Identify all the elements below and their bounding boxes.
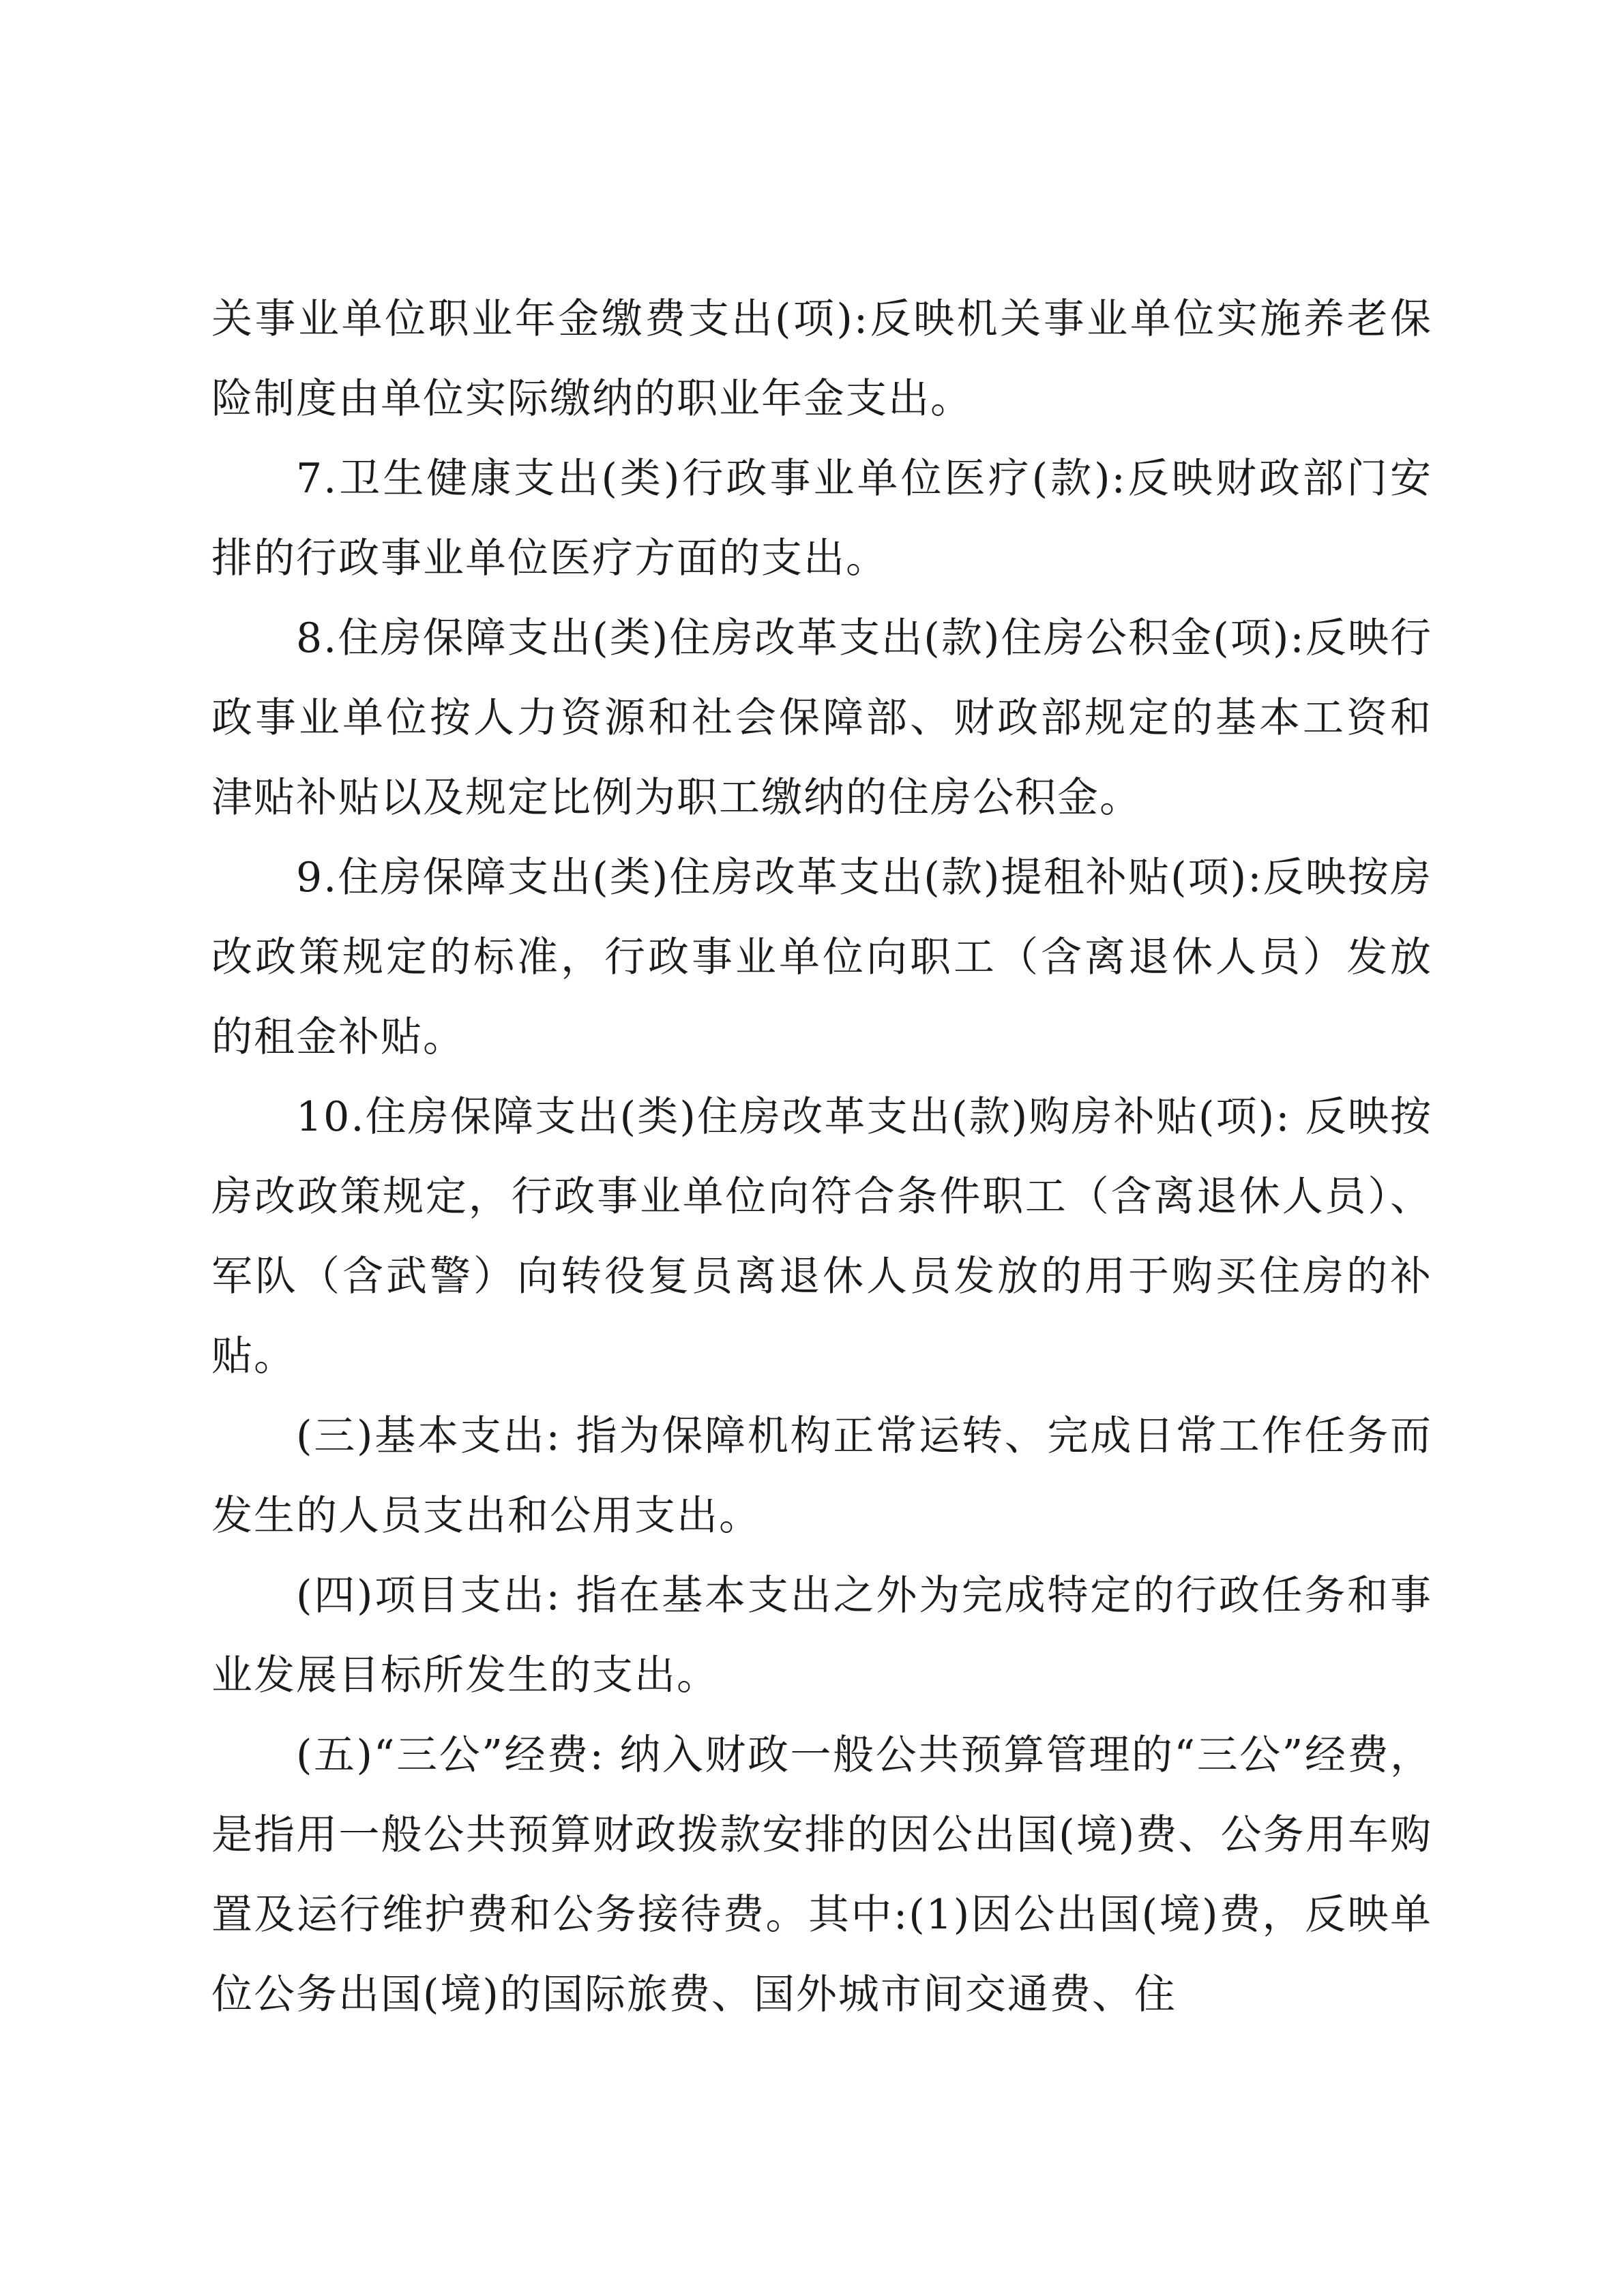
paragraph-item-8: 8.住房保障支出(类)住房改革支出(款)住房公积金(项):反映行政事业单位按人力资源和社会保障部、财政部规定的基本工资和津贴补贴以及规定比例为职工缴纳的住房公积金。 bbox=[211, 614, 1432, 822]
paragraph-continuation: 关事业单位职业年金缴费支出(项):反映机关事业单位实施养老保险制度由单位实际缴纳的职业年金支出。 bbox=[211, 295, 1432, 423]
paragraph-item-10: 10.住房保障支出(类)住房改革支出(款)购房补贴(项): 反映按房改政策规定，行政事业单位向符合条件职工（含离退休人员）、军队（含武警）向转役复员离退休人员发放的用于购买住房的补贴。 bbox=[211, 1093, 1432, 1380]
paragraph-item-7: 7.卫生健康支出(类)行政事业单位医疗(款):反映财政部门安排的行政事业单位医疗方面的支出。 bbox=[211, 455, 1432, 582]
paragraph-section-4: (四)项目支出: 指在基本支出之外为完成特定的行政任务和事业发展目标所发生的支出。 bbox=[211, 1572, 1432, 1699]
paragraph-section-5: (五)“三公”经费: 纳入财政一般公共预算管理的“三公”经费，是指用一般公共预算财政拨款安排的因公出国(境)费、公务用车购置及运行维护费和公务接待费。其中:(1)因公出国(境)费，反映单位公务出国(境)的国际旅费、国外城市间交通费、住 bbox=[211, 1731, 1432, 2018]
paragraph-section-3: (三)基本支出: 指为保障机构正常运转、完成日常工作任务而发生的人员支出和公用支出。 bbox=[211, 1412, 1432, 1540]
document-body bbox=[211, 280, 1432, 2035]
paragraph-item-9: 9.住房保障支出(类)住房改革支出(款)提租补贴(项):反映按房改政策规定的标准，行政事业单位向职工（含离退休人员）发放的租金补贴。 bbox=[211, 854, 1432, 1061]
